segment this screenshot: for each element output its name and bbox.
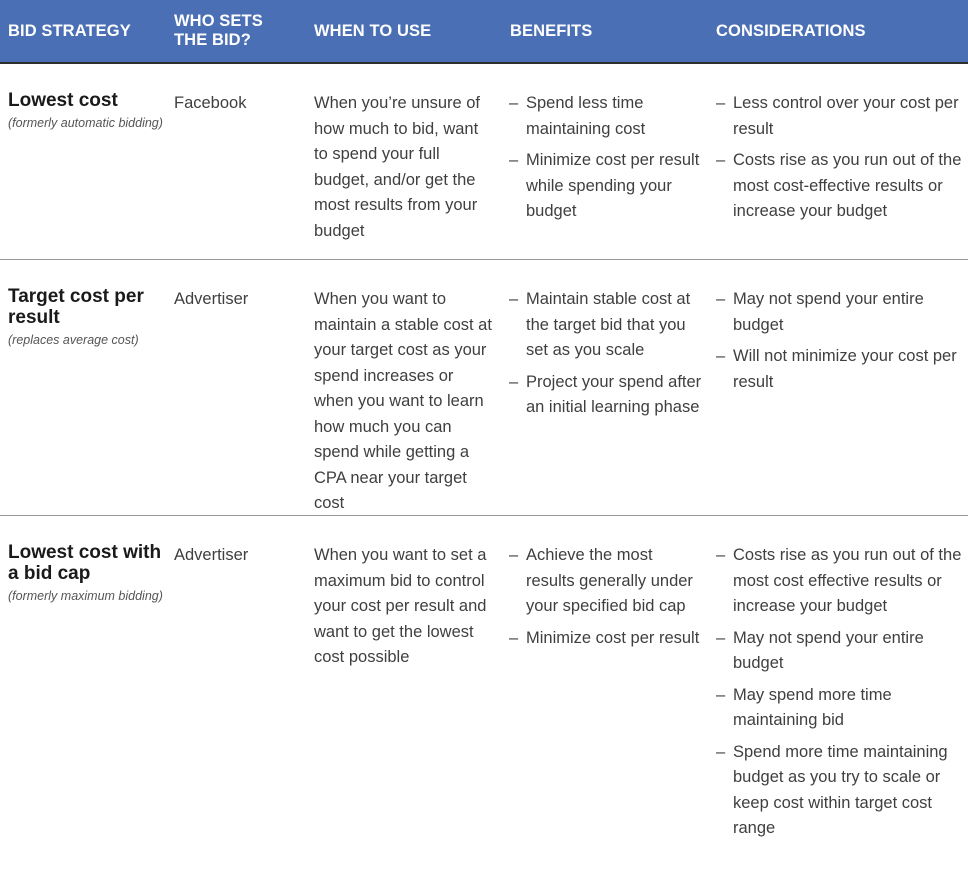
benefit-item: – Minimize cost per result <box>509 628 700 647</box>
strategy-cell <box>8 542 163 604</box>
who-sets-cell: Advertiser <box>174 546 249 564</box>
consideration-item: – May not spend your entire budget <box>716 290 924 334</box>
benefit-item: – Maintain stable cost at the target bid that you set as you scale <box>509 290 691 359</box>
when-to-use-cell: When you want to set a maximum bid to control your cost per result and want to get the lowest cost possible <box>314 546 487 666</box>
strategy-title: Target cost per result <box>8 286 144 328</box>
benefit-item: – Achieve the most results generally under your specified bid cap <box>509 546 693 615</box>
who-sets-cell: Advertiser <box>174 290 249 308</box>
when-to-use-cell: When you’re unsure of how much to bid, want to spend your full budget, and/or get the most results from your budget <box>314 94 481 240</box>
benefits-cell <box>509 543 705 657</box>
strategy-title: Lowest cost <box>8 90 118 111</box>
considerations-cell <box>716 543 964 848</box>
benefit-item: – Project your spend after an initial learning phase <box>509 372 702 416</box>
benefits-cell <box>509 287 705 427</box>
consideration-item: – Spend more time maintaining budget as you try to scale or keep cost within target cost range <box>716 742 948 837</box>
consideration-item: – Will not minimize your cost per result <box>716 347 957 391</box>
considerations-cell <box>716 287 964 401</box>
consideration-item: – Costs rise as you run out of the most cost-effective results or increase your budget <box>716 151 962 220</box>
table-row <box>0 64 968 260</box>
consideration-item: – May spend more time maintaining bid <box>716 685 892 729</box>
strategy-note: (formerly automatic bidding) <box>8 116 163 130</box>
consideration-item: – Less control over your cost per result <box>716 94 959 138</box>
table-row <box>0 516 968 878</box>
table-header <box>0 0 968 64</box>
consideration-item: – Costs rise as you run out of the most cost effective results or increase your budget <box>716 546 962 615</box>
strategy-note: (replaces average cost) <box>8 333 139 347</box>
benefits-cell <box>509 91 705 231</box>
when-to-use-cell: When you want to maintain a stable cost at your target cost as your spend increases or when you want to learn how much you can spend while getting a CPA near your target cost <box>314 290 492 512</box>
strategy-cell <box>8 90 163 131</box>
benefit-item: – Spend less time maintaining cost <box>509 94 646 138</box>
consideration-item: – May not spend your entire budget <box>716 628 924 672</box>
header-who-sets-bid: WHO SETS THE BID? <box>174 12 263 49</box>
header-bid-strategy: BID STRATEGY <box>8 21 131 40</box>
benefit-item: – Minimize cost per result while spending your budget <box>509 151 700 220</box>
header-benefits: BENEFITS <box>510 21 593 40</box>
strategy-title: Lowest cost with a bid cap <box>8 542 162 584</box>
strategy-cell <box>8 286 163 348</box>
header-considerations: CONSIDERATIONS <box>716 21 866 40</box>
strategy-note: (formerly maximum bidding) <box>8 589 163 603</box>
who-sets-cell: Facebook <box>174 94 247 112</box>
considerations-cell <box>716 91 964 231</box>
table-row <box>0 260 968 516</box>
header-when-to-use: WHEN TO USE <box>314 21 432 40</box>
